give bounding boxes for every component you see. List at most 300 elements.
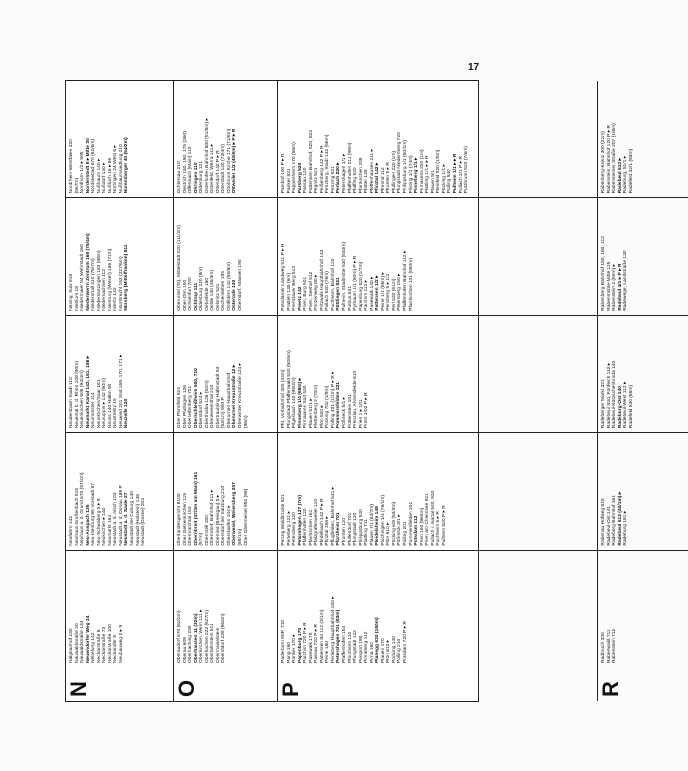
- index-entry: Pfarrkirchen 209: [358, 157, 364, 194]
- index-entry: Nieblum 18: [74, 286, 80, 311]
- index-column: [66, 433, 173, 550]
- index-entry: Prenzlau, Ahrensfelde 810: [353, 370, 359, 429]
- index-column: [66, 316, 173, 433]
- index-entry: Pfatter 135: [364, 169, 370, 194]
- index-entry: Planegg 630 (180m): [375, 617, 381, 663]
- index-entry: Rabenwald 711: [606, 629, 612, 663]
- index-entry: Pinneberg 1/1 ▸: [414, 157, 420, 194]
- index-entry: Pleinfeld 520 (1/5m): [436, 149, 442, 194]
- index-entry: Pasewalk 170: [308, 632, 314, 663]
- index-column: [598, 81, 688, 198]
- letter-section-r: [598, 81, 688, 701]
- index-entry: Ochtersau 210: [177, 161, 182, 194]
- index-entry: Pfungstadt 122: [353, 630, 359, 663]
- index-entry: Passau 120: [303, 167, 309, 194]
- index-entry: Niederstotzingen 183 (88m): [96, 250, 102, 311]
- index-entry: Nußbaum 140 ▸: [96, 158, 102, 194]
- index-entry: Plauen 7/1 (63/7m): [369, 503, 375, 546]
- index-entry: Obertraubling Hafenstadt 53: [215, 366, 221, 429]
- index-entry: Oberstaufen 104 ▸: [226, 505, 232, 546]
- index-entry: Pommersfelden 321: [336, 381, 342, 429]
- index-entry: Peißenberg 142 P ▸ R: [319, 145, 325, 194]
- index-entry: Nordhorn 1/2 ▸ 595: [80, 151, 86, 194]
- index-entry: Pritzwalk Hauptbahnhof 143: [319, 249, 325, 311]
- index-entry: Radeburg 181 ▸: [623, 510, 629, 546]
- index-entry: Neuenkirchen 605 (94/4m): [80, 370, 86, 429]
- index-entry: Pößneck 5/1 ▸: [342, 396, 348, 429]
- index-entry: Ober Pennfeld 524: [177, 387, 182, 429]
- index-entry: Potsdamer Landweg 511 P ▸ R: [281, 243, 286, 311]
- index-entry: Pulheim, Stadtmitte 530 (540m): [342, 242, 348, 311]
- index-entry: Pfd. Vorbahnhof 300 (34m): [281, 369, 286, 429]
- index-entry: Neustadt bei Coburg 140: [130, 491, 136, 546]
- index-entry: Oberlahnstein 511: [210, 623, 216, 663]
- index-column: [66, 81, 173, 198]
- index-entry: Neustadt (Holstein) 148: [135, 494, 141, 546]
- index-entry: Ostfildern 142 (55/8m): [226, 262, 232, 311]
- section-columns: [598, 81, 688, 667]
- index-entry: Oelsnitz 521: [215, 283, 221, 311]
- index-entry: Oberurnen Hauptbahnhof: [226, 372, 232, 429]
- index-entry: Perleberg 121 ▸: [286, 511, 292, 546]
- index-entry: Neu-Isenburg 85 Vorstadt 87: [91, 483, 97, 546]
- index-entry: Pfeffenhausen 211 ▸: [369, 148, 375, 194]
- index-entry: Radeburg-Ost 140: [617, 386, 623, 429]
- index-entry: Pfronten 5 ▸ R: [386, 162, 392, 194]
- section-columns: [278, 81, 597, 667]
- index-entry: Radefeld 32/1 (93m): [628, 148, 634, 194]
- index-entry: Petershagen 1/1 ▸: [342, 153, 348, 194]
- index-entry: Neukirchen ▸ 140: [102, 507, 108, 546]
- index-entry: Polling 401 (1/1m) P ▸ R ▸: [330, 371, 336, 429]
- index-entry: Pfullendorf 701: [347, 512, 353, 546]
- index-entry: Nuremberger 40 (54/2m): [124, 137, 130, 194]
- section-letter: N: [66, 681, 91, 697]
- index-entry: Pfinztal 142 ▸: [375, 162, 381, 194]
- index-entry: Pfronten 110: [342, 517, 348, 546]
- index-entry: Petersberg 120: [292, 512, 298, 546]
- index-entry: Neu-Schwaberg 5 ▸ 9: [96, 498, 102, 546]
- index-entry: (89/1m): [238, 528, 244, 546]
- index-entry: Oberwinter Kreuzstraße 124 ▸: [238, 362, 244, 429]
- index-entry: Pforzheim 110: [347, 631, 353, 663]
- index-entry: Parchim 720 P ▸ R: [303, 622, 309, 663]
- index-column: [278, 81, 597, 198]
- index-entry: Potsdam 112: [414, 515, 420, 546]
- index-entry: Prenzlauer Berg 513: [292, 265, 298, 311]
- index-entry: Radebeul-Kötzschenbroda 140: [612, 360, 618, 429]
- index-entry: Offenbach (Main) 110: [188, 146, 194, 194]
- index-entry: Otterstadt 140 (73/4m): [221, 144, 227, 194]
- index-entry: Perleberg Hauptbahnhof 150 ▸: [330, 596, 336, 663]
- index-column: [598, 551, 688, 667]
- index-entry: Papenburg 520 (1/7m): [358, 261, 364, 311]
- index-entry: Potsdam 720 P ▸ R: [403, 620, 409, 663]
- index-entry: Prinzenweg 80 ▸: [314, 274, 320, 311]
- index-entry: Paderborn 50P, 710: [281, 619, 286, 663]
- index-entry: Neufahrn 142: [69, 515, 74, 546]
- index-entry: Oberstdorf 524 ▸: [199, 391, 205, 429]
- index-entry: Oldenburg 220 (9m): [199, 267, 205, 311]
- index-entry: Nußbaumsiedlung 210: [118, 144, 124, 194]
- index-entry: Pandorf 100 P ▸ R: [281, 153, 286, 194]
- index-entry: Radebeul-West 112 ▸: [623, 381, 629, 429]
- index-entry: Oberwesel, Weiersberg 207: [232, 482, 238, 546]
- index-entry: Penzing 521: [330, 166, 336, 194]
- index-entry: Nußdorf 140 ▸: [102, 162, 108, 194]
- index-entry: Piesport 190: [358, 635, 364, 663]
- index-entry: Pang 180: [286, 642, 292, 663]
- index-entry: Neuss 140 Hafen 90: [107, 383, 113, 429]
- index-entry: Neustrelitz 15: [113, 398, 119, 429]
- index-entry: Ober Gelsenkirchen 115: [182, 492, 188, 546]
- index-entry: Plattling 711: [364, 519, 370, 546]
- index-entry: (98m): [243, 415, 249, 429]
- index-column: [278, 433, 597, 550]
- index-entry: Pflugfelden, Bahnhof 531 ▸: [330, 486, 336, 546]
- index-entry: Nauwaldstraße 20: [74, 623, 80, 663]
- index-entry: Pfaffenhofen Bahnhof 112 ▸: [403, 250, 409, 311]
- index-entry: Pommersfelden 201: [408, 501, 414, 546]
- index-entry: Oberndorf, Bahnhof 211 ▸: [210, 489, 216, 546]
- index-entry: Nesing, Sulz 915: [69, 273, 74, 311]
- index-column: [174, 433, 277, 550]
- index-entry: Pirmasens 220 (1m): [419, 149, 425, 194]
- index-column: [174, 198, 277, 315]
- index-entry: Obernbreit (47/3m am Main) 161: [193, 471, 199, 546]
- index-entry: Neuzelle 120: [124, 398, 130, 429]
- index-entry: Petershagen 701 (93m): [336, 609, 342, 663]
- index-entry: Pfungstadt Pfaffenwald 520 (50/6m): [286, 350, 292, 429]
- index-entry: Pfullingen 220 (1m): [391, 150, 397, 194]
- index-entry: Ottendorf 142 P ▸ R: [215, 150, 221, 194]
- index-entry: Pfungstadt 120: [353, 512, 359, 546]
- index-entry: Radebeul 512 (40/1m) ▸: [617, 491, 623, 546]
- index-entry: Neckarstraße 8: [96, 629, 102, 663]
- index-entry: Parsberg 520: [297, 162, 303, 194]
- index-entry: Ottobrunn Kirche 171 (71/6m): [226, 128, 232, 194]
- index-entry: Radebeul Süd, Fünfeich 112 ▸: [606, 362, 612, 429]
- letter-section-n: [66, 81, 174, 701]
- index-entry: Nußloch 16 ▸ 66: [107, 157, 113, 194]
- index-entry: Oberhausen 11 (32m): [193, 613, 199, 663]
- index-entry: Osterhofen Bahnhof 800 (51/6m) ▸: [204, 118, 210, 194]
- index-entry: Rabensteiner Straße 207 (1/8m): [612, 123, 618, 194]
- index-entry: Plattling 1/1 ▸ ▸ R: [425, 155, 431, 194]
- index-entry: Oelde 130 (46/3m): [210, 270, 216, 311]
- index-entry: Pfinztal 158 ▸: [325, 516, 331, 546]
- index-entry: Preetz 142: [297, 286, 303, 311]
- index-entry: Rabenstein, Bahnhof 120 P ▸ R: [606, 124, 612, 194]
- index-entry: Philippsburg 1/1 (60/1m): [403, 140, 409, 194]
- index-entry: Oldenburg 121: [199, 161, 205, 194]
- index-entry: Pinneberg 1/4 (68m) ▸: [297, 377, 303, 429]
- index-entry: Pfalzgrafenweiler 110: [314, 498, 320, 546]
- index-entry: Peine 180: [325, 640, 331, 663]
- index-entry: Plön 520 ▸: [319, 405, 325, 429]
- index-entry: Oberstdorf 239 (963m): [221, 613, 227, 663]
- index-entry: Passau 720 P ▸ R: [314, 623, 320, 663]
- index-entry: Obersdorf bei Salzburg 210: [221, 485, 227, 546]
- index-column: [278, 316, 597, 433]
- index-entry: Ochsenfurt 700: [188, 277, 194, 311]
- index-entry: Papenburg 170: [297, 627, 303, 663]
- index-entry: Pöcking 6/8 (53/3m): [391, 501, 397, 546]
- letter-section-p: [278, 81, 598, 701]
- index-entry: Püttlingen 521: [336, 277, 342, 311]
- index-entry: Nümbrecht 153 (227/6m): [118, 256, 124, 311]
- index-entry: Pöcking 1/1 ▸: [441, 164, 447, 194]
- index-column: [174, 81, 277, 198]
- index-entry: Neuwied 201 Süd 159, 170, 171 ▸: [118, 354, 124, 429]
- index-entry: Pappenheim 170 (56m): [292, 142, 298, 194]
- index-entry: Pullach 2/1 P ▸ R: [458, 155, 464, 194]
- index-column: [174, 316, 277, 433]
- index-entry: Pfreimd 112: [380, 167, 386, 194]
- index-entry: Pegnitz 521: [314, 167, 320, 194]
- index-entry: Obermarchtal 153: [188, 506, 194, 546]
- index-entry: Nürnberg (Mittelfranken) 811: [124, 244, 130, 311]
- index-entry: Ostenfeld, Werra 111 ▸: [210, 143, 216, 194]
- index-entry: Radewege, Landstraße 130: [623, 250, 629, 311]
- index-entry: Pirmasens Süd 530: [303, 385, 309, 429]
- index-entry: Petersberg 150 ▸: [397, 273, 403, 311]
- index-entry: Rabenberg-Kreuz 300 (21m): [601, 131, 606, 194]
- index-entry: Osterode 130: [232, 279, 238, 311]
- index-entry: Pyrbaum 1/1 (50m) P ▸ R: [353, 255, 359, 311]
- index-entry: Penzberg 5 ▸ 1/2: [386, 273, 392, 311]
- index-entry: Obernzell 150: [204, 515, 210, 546]
- index-entry: Oberau 609: [182, 637, 188, 663]
- index-entry: Pfaffing 520: [353, 167, 359, 194]
- index-entry: Panker 170 ▸: [292, 634, 298, 663]
- index-entry: Prien, Seehof 512: [308, 271, 314, 311]
- index-entry: Neuhaus a. d. Grund 670 (57/2m): [80, 472, 86, 546]
- index-entry: Oberkirchen, Wern 111 ▸: [199, 609, 205, 663]
- index-entry: Neckarstraße 100: [107, 624, 113, 663]
- index-entry: Rabenberg Bahnhof 150, 160, 112: [601, 236, 606, 311]
- index-entry: Parchim 112 ▸: [364, 279, 370, 311]
- index-column: [598, 316, 688, 433]
- index-entry: Obermaiselstein: [215, 627, 221, 663]
- index-entry: Plettenberg 2 (70m): [314, 384, 320, 429]
- index-entry: Pocking 140: [391, 636, 397, 663]
- index-entry: Ober Pfullingen 126: [182, 384, 188, 429]
- index-entry: Oschersleben 195: [221, 271, 227, 311]
- index-entry: Pößneck 3/1 ▸: [397, 514, 403, 546]
- index-entry: Pfaffenhofen 154: [342, 625, 348, 663]
- index-entry: Neckarstraße 73: [102, 626, 108, 663]
- index-entry: Radebeul-Ost 141: [606, 505, 612, 546]
- index-entry: Neuhaus Großenbach 515: [74, 487, 80, 546]
- index-entry: Radefeld 530 (65m): [628, 384, 634, 429]
- index-entry: Plauen 170: [380, 638, 386, 663]
- index-entry: Oberlandesgericht 8100: [177, 493, 182, 546]
- index-entry: (567m): [74, 177, 80, 194]
- index-entry: (57m): [199, 532, 205, 546]
- index-entry: Plauen 5/1: [430, 169, 436, 194]
- index-entry: Niedersachsen 112: [102, 269, 108, 311]
- index-entry: Prien, Burg 501: [303, 276, 309, 311]
- index-entry: Ottweiler 1/2 (40/6m) ▸ P ▸ R: [232, 128, 238, 194]
- index-entry: Niedermaier 54 Wehrstadt 160: [80, 244, 86, 311]
- index-entry: Neckarufer 5: [113, 635, 119, 663]
- index-entry: Neunkirchen/Saar 161: [96, 379, 102, 429]
- section-columns: [66, 81, 173, 667]
- index-column: [66, 198, 173, 315]
- index-entry: Oestrich 150, 190, 175 (360): [182, 131, 188, 194]
- index-entry: Otterndorf, Massen 190: [238, 259, 244, 311]
- place-index-table: [65, 80, 634, 702]
- index-entry: Pullach i. Isartal 540, 920: [430, 490, 436, 546]
- index-entry: Pfarrkirchen 161: [308, 509, 314, 546]
- index-column: [598, 433, 688, 550]
- index-entry: Perlach 220 ▸: [336, 162, 342, 194]
- index-entry: Pasewalk 140 ▸: [369, 276, 375, 311]
- index-entry: Perl 530 (61m): [391, 278, 397, 311]
- index-column: [174, 551, 277, 667]
- index-entry: Pfarrkirchen 101 (550m): [408, 258, 414, 311]
- index-entry: Neumünster 114: [91, 392, 97, 429]
- section-letter: O: [174, 679, 199, 697]
- index-entry: Neu-Anspach 135: [85, 504, 91, 546]
- index-entry: Nürtingen 24 West 6 ▸: [113, 145, 119, 194]
- index-entry: Oberkochen 222 (627m): [204, 609, 210, 663]
- index-entry: Plön 810 ▸: [386, 522, 392, 546]
- index-entry: Ochtrup 111: [193, 282, 199, 311]
- index-entry: Ober Obermeisel 992 (98): [243, 488, 249, 546]
- index-entry: Polling 540: [447, 169, 453, 194]
- index-entry: Pattensen 1/2 ▸: [375, 275, 381, 311]
- index-entry: Pleidelsheim 148: [375, 506, 381, 546]
- index-entry: Pulheim 520 P ▸ R: [441, 505, 447, 546]
- index-entry: Oberursel (Ts), Mittelstadt 220 (111/2m): [177, 225, 182, 311]
- index-column: [66, 551, 173, 667]
- index-entry: Nauwaldstraße 134: [80, 620, 86, 663]
- index-entry: Plochingen 1/4 (78/1m): [380, 495, 386, 546]
- index-entry: Niederwerrn Zentrum 166 (75/4m): [85, 233, 91, 311]
- index-entry: Nordseebad 670 (62/6m): [91, 139, 97, 194]
- index-entry: Panker 521: [286, 168, 292, 194]
- index-entry: Neuental b. d. Rhön 108 (90m): [74, 361, 80, 429]
- index-entry: Radeburg, 51/1 ▸: [623, 155, 629, 194]
- index-entry: Radebeul 513 ▸: [617, 158, 623, 194]
- index-entry: Pfaffenhofen 120: [303, 508, 309, 546]
- index-entry: Pirna 180: [369, 642, 375, 663]
- section-letter: R: [598, 681, 623, 697]
- index-entry: Rabenmühle-Mitte 115: [606, 261, 612, 311]
- index-entry: Nebelung 142: [91, 632, 97, 663]
- index-entry: Oebisfelde 180: [204, 277, 210, 311]
- letter-section-o: [174, 81, 278, 701]
- index-column: [278, 551, 597, 667]
- index-entry: Neuruppin ▸ 142 (50m): [102, 378, 108, 429]
- index-entry: Putzbrunn 520 (7/6m): [464, 146, 470, 194]
- index-entry: Neustadt (Dosse) 203: [141, 498, 147, 546]
- index-entry: Putbus 531: [347, 286, 353, 311]
- index-entry: Nieritz 142: [113, 287, 119, 311]
- index-entry: Pottenstein 101: [347, 394, 353, 429]
- index-entry: Polling 210: [397, 638, 403, 663]
- index-entry: Pfaffenhofen 211 (99m): [347, 142, 353, 194]
- index-entry: Oberschleißheim 500, 710: [193, 368, 199, 429]
- index-entry: Pattensen 8d 112 (3/1m): [319, 609, 325, 663]
- index-entry: Neumarkt Kanal 143, 151, 156 ▸: [85, 355, 91, 429]
- index-entry: (53/1m) 900 P: [221, 397, 227, 429]
- index-entry: Neumarkt 164: [107, 514, 113, 546]
- index-entry: Prüm 1/02 P ▸ R: [364, 392, 370, 429]
- index-column: [598, 198, 688, 315]
- index-entry: Nienburg (Weser) 156 (71m): [107, 248, 113, 311]
- index-entry: Pfedelbach 142 P ▸ R: [319, 498, 325, 546]
- index-entry: Philippsburg 520: [358, 509, 364, 546]
- index-entry: Pulheim 1/1 ▸ ▸ R: [452, 153, 458, 194]
- index-entry: Radebeul 4/1 ▸ P ▸ R: [617, 263, 623, 311]
- index-entry: Pocking 702 (1/9m): [325, 385, 331, 429]
- index-entry: Nordrhein-Westfalen 320: [69, 139, 74, 194]
- index-entry: Plauen 51/1 ▸: [308, 398, 314, 429]
- index-entry: Petershagen 127 (7m): [297, 495, 303, 546]
- index-column: [278, 198, 597, 315]
- index-entry: Ohringen 110: [193, 162, 199, 194]
- index-entry: Radbruch 330: [601, 632, 606, 663]
- index-entry: Niedernhall 210 (78/7m): [91, 258, 97, 311]
- index-entry: Oberried (Breisgau) 5 ▸: [215, 494, 221, 546]
- index-entry: Pattensen Bahnhof, 520, 523: [308, 130, 314, 194]
- index-entry: Oberaudorf 670 (62/2m): [177, 610, 182, 663]
- index-entry: Puchheim 5 ▸ R: [436, 511, 442, 546]
- index-entry: Neustadt a. d. Saale 27: [124, 492, 130, 546]
- index-entry: Pullach 520 (76m): [325, 271, 331, 311]
- index-entry: Puchheim, Bahnhof 120: [330, 258, 336, 311]
- page-number: 17: [468, 62, 480, 73]
- index-entry: Pforzheim 701: [336, 512, 342, 546]
- index-entry: Neustadt a. d. Aisch 103: [113, 492, 119, 546]
- index-entry: Peine 1/1 (66m) ▸: [380, 272, 386, 311]
- index-entry: Rabenau Hofweg 515: [601, 498, 606, 546]
- index-entry: Prien 160 (860m): [419, 507, 425, 546]
- index-entry: Neubauweg 2 ▸ 9: [118, 624, 124, 663]
- index-entry: Ober-Olm 150: [182, 279, 188, 311]
- index-entry: Penzberg, Stadt 142 (56m): [325, 134, 331, 194]
- index-entry: Prien am Chiemsee 521: [425, 493, 431, 546]
- index-entry: Neustadt a. d. Donau 189 P: [118, 485, 124, 546]
- index-entry: Pinneberg 112: [364, 631, 370, 663]
- index-entry: Neuendorfer Weg 24: [85, 615, 91, 663]
- index-entry: Oberursel Kreuzstraße 12 ▸: [232, 364, 238, 429]
- index-entry: Oberhaching 230: [188, 625, 194, 663]
- index-entry: Radeberg Bahnhof 161: [612, 495, 618, 546]
- index-entry: Pfungstadt Niedernberg 720: [397, 132, 403, 194]
- index-entry: Nalgbanhof 230: [69, 628, 74, 663]
- section-columns: [174, 81, 277, 667]
- index-entry: Oberwiesenthal 210: [210, 384, 216, 429]
- index-entry: Pilgerbach 140 (99/2m): [292, 377, 298, 429]
- section-letter: P: [278, 682, 303, 697]
- index-entry: Norderstedt 6 ▸ Mitte 30: [85, 138, 91, 194]
- index-entry: Prien 1 ▸ 101: [358, 399, 364, 429]
- index-entry: Rabenstein 2 (60m) ▸: [612, 264, 618, 311]
- index-entry: Pilsting 1/1 (74m): [408, 155, 414, 194]
- index-entry: Radeberger Markt 321: [601, 379, 606, 429]
- index-entry: Oberthulba 126 (52m): [204, 380, 210, 429]
- index-entry: Penzig Waldbrücke 521: [281, 494, 286, 546]
- index-entry: Neudersbach Stadt 110: [69, 377, 74, 429]
- index-entry: Polling 201: [403, 521, 409, 546]
- index-entry: Rabenstein 712: [612, 628, 618, 663]
- index-entry: Pratteln 135 (6m): [286, 272, 292, 311]
- index-entry: Plön 810 ▸: [386, 639, 392, 663]
